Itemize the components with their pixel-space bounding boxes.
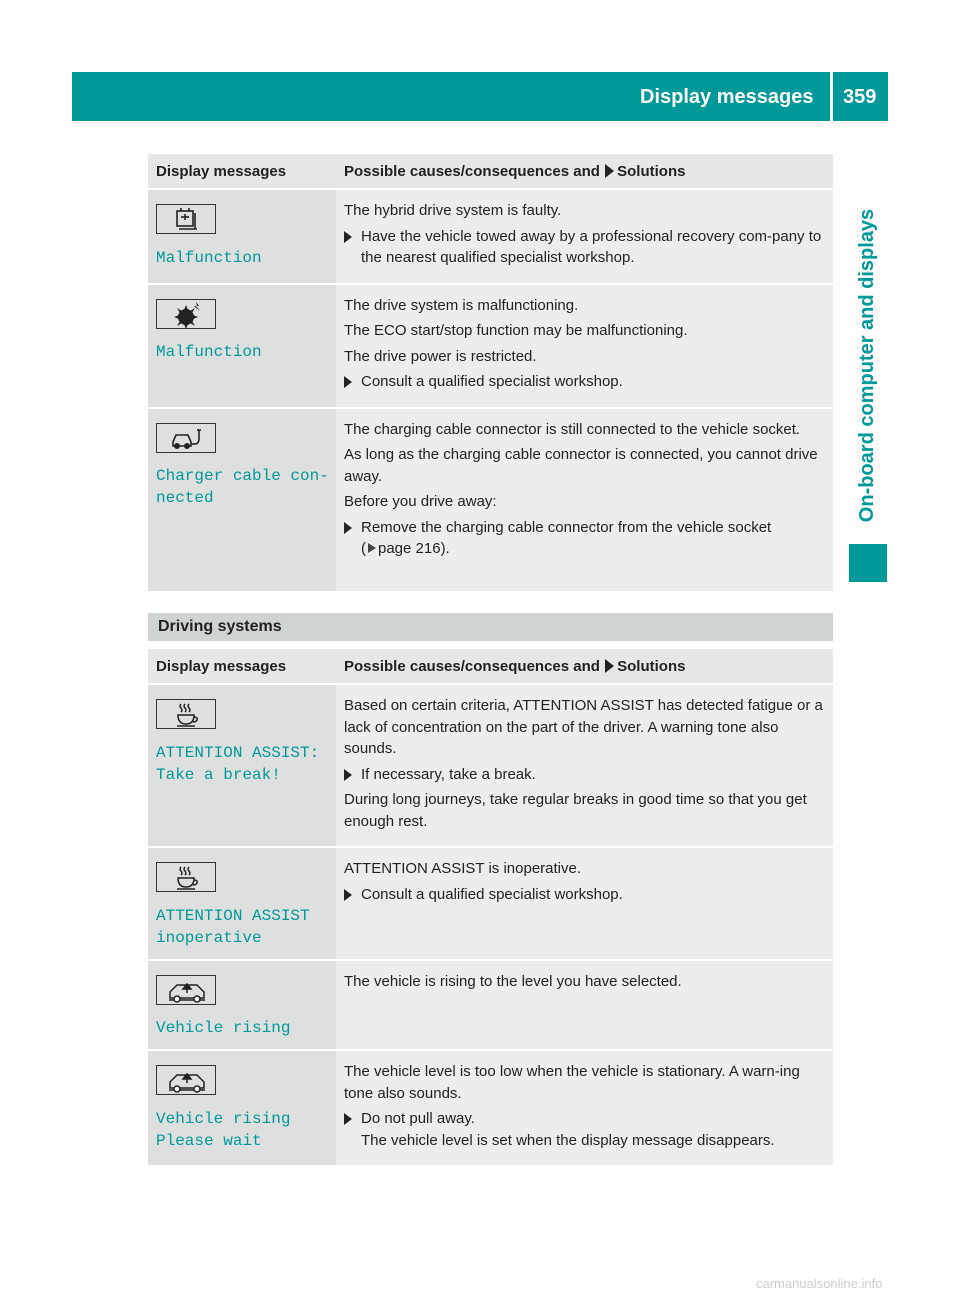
table-row <box>148 408 833 592</box>
action-text: If necessary, take a break. <box>361 765 536 783</box>
table-row <box>148 847 833 960</box>
advice-text: During long journeys, take regular breaks in good time so that you get enough rest. <box>344 791 807 830</box>
charging-cable-icon <box>156 423 216 453</box>
display-message-cell <box>148 284 336 408</box>
solution-cell <box>336 408 833 592</box>
solution-cell <box>336 189 833 284</box>
cause-text: ATTENTION ASSIST is inoperative. <box>344 860 582 877</box>
column-header-solutions <box>336 154 833 189</box>
action-text: Consult a qualified specialist workshop. <box>361 885 623 903</box>
cause-text: The hybrid drive system is faulty. <box>344 202 562 219</box>
display-message-cell <box>148 189 336 284</box>
display-text: Malfunction <box>156 248 262 267</box>
display-message-cell <box>148 847 336 960</box>
action-text: Remove the charging cable connector from the vehicle socket <box>361 518 772 536</box>
display-message-cell <box>148 684 336 847</box>
page-title: Display messages <box>640 86 814 108</box>
table-row <box>148 1050 833 1166</box>
hybrid-battery-icon <box>156 204 216 234</box>
cause-text: The drive system is malfunctioning. <box>344 296 579 314</box>
table-row <box>148 284 833 408</box>
action-bullet <box>344 764 825 786</box>
action-text: Have the vehicle towed away by a professional recovery com-pany to the nearest qualified specialist workshop. <box>361 227 822 266</box>
solution-cell <box>336 284 833 408</box>
display-text: ATTENTION ASSIST inoperative <box>156 906 310 947</box>
display-messages-table-1 <box>148 154 833 593</box>
column-header-display-messages: Display messages <box>148 154 336 189</box>
column-header-solutions <box>336 649 833 684</box>
table-row <box>148 684 833 847</box>
action-text: Consult a qualified specialist workshop. <box>361 373 623 390</box>
header-solutions-text: Solutions <box>617 657 686 675</box>
header-solutions-text: Solutions <box>617 162 686 180</box>
action-bullet <box>344 371 825 393</box>
vehicle-level-icon <box>156 1065 216 1095</box>
cause-text: As long as the charging cable connector is connected, you cannot drive away. <box>344 446 818 485</box>
electric-motor-icon <box>156 299 216 329</box>
bullet-arrow-icon <box>344 522 352 534</box>
header-causes-text: Possible causes/consequences and <box>344 162 600 180</box>
bullet-arrow-icon <box>344 376 352 388</box>
action-subtext: The vehicle level is set when the display message disappears. <box>361 1131 775 1149</box>
cause-text: The vehicle is rising to the level you have selected. <box>344 972 682 990</box>
table-row <box>148 189 833 284</box>
arrow-icon <box>605 164 614 178</box>
cause-text: The charging cable connector is still connected to the vehicle socket. <box>344 420 801 438</box>
bullet-arrow-icon <box>344 769 352 781</box>
coffee-cup-icon <box>156 862 216 892</box>
page-reference-icon <box>368 543 376 553</box>
display-message-cell <box>148 960 336 1051</box>
vehicle-level-icon <box>156 975 216 1005</box>
cause-text: The ECO start/stop function may be malfunctioning. <box>344 322 688 339</box>
side-tab-marker <box>849 544 887 582</box>
cause-text: The drive power is restricted. <box>344 347 537 365</box>
display-message-cell <box>148 408 336 592</box>
display-text: Malfunction <box>156 343 262 361</box>
side-tab <box>848 130 888 600</box>
solution-cell <box>336 684 833 847</box>
watermark: carmanualsonline.info <box>756 1276 883 1291</box>
display-text: Vehicle rising Please wait <box>156 1109 291 1150</box>
display-text: Charger cable con‑ nected <box>156 467 329 507</box>
solution-cell <box>336 1050 833 1166</box>
action-bullet <box>344 1108 825 1151</box>
coffee-cup-icon <box>156 699 216 729</box>
arrow-icon <box>605 659 614 673</box>
header-causes-text: Possible causes/consequences and <box>344 657 600 675</box>
cause-text: Based on certain criteria, ATTENTION ASSIST has detected fatigue or a lack of concentration on the part of the driver. A warning tone also sounds. <box>344 697 823 757</box>
action-bullet: Remove the charging cable connector from the vehicle socket ( page 216). <box>344 517 825 560</box>
action-text: Do not pull away. <box>361 1110 475 1127</box>
header-divider <box>830 72 833 121</box>
section-heading: Driving systems <box>148 613 833 641</box>
cause-text: The vehicle level is too low when the vehicle is stationary. A warn-ing tone also sounds. <box>344 1063 800 1102</box>
cause-text: Before you drive away: <box>344 493 497 510</box>
column-header-display-messages: Display messages <box>148 649 336 684</box>
action-bullet <box>344 884 825 906</box>
solution-cell <box>336 960 833 1051</box>
page-number: 359 <box>843 86 877 108</box>
side-tab-label: On-board computer and displays <box>856 208 879 522</box>
table-row <box>148 960 833 1051</box>
display-text: ATTENTION ASSIST: Take a break! <box>156 743 320 784</box>
display-text: Vehicle rising <box>156 1019 291 1037</box>
solution-cell <box>336 847 833 960</box>
page-reference-link[interactable]: page 216). <box>378 540 450 557</box>
display-message-cell <box>148 1050 336 1166</box>
display-messages-table-2 <box>148 649 833 1167</box>
bullet-arrow-icon <box>344 1113 352 1125</box>
action-bullet <box>344 226 825 269</box>
bullet-arrow-icon <box>344 231 352 243</box>
bullet-arrow-icon <box>344 889 352 901</box>
